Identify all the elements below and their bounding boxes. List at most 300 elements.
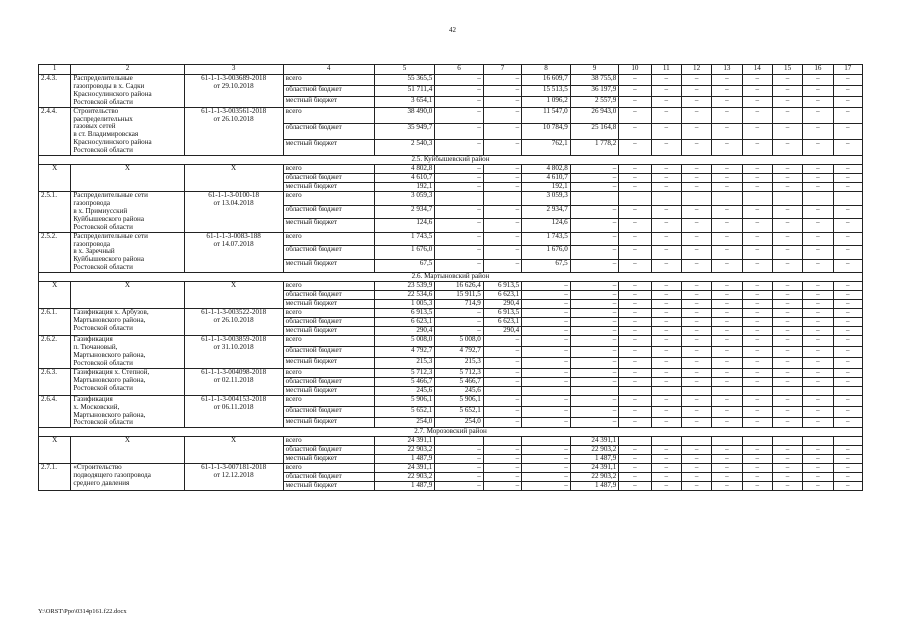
item-name-line: Строительство — [73, 107, 119, 115]
amount-cell: – — [619, 446, 651, 455]
amount-cell: – — [570, 417, 619, 428]
amount-cell: – — [651, 446, 681, 455]
financing-table — [38, 64, 863, 491]
amount-cell: – — [712, 446, 742, 455]
amount-cell: – — [435, 96, 484, 107]
amount-cell: – — [435, 174, 484, 183]
amount-cell: – — [742, 96, 772, 107]
amount-cell: – — [651, 417, 681, 428]
amount-cell: 55 365,5 — [374, 75, 435, 86]
amount-cell: – — [483, 464, 521, 473]
amount-cell: – — [742, 455, 772, 464]
item-name-cell — [71, 192, 184, 233]
amount-cell: – — [570, 327, 619, 336]
item-document-line: 61-1-1-3-003522-2018 — [201, 308, 267, 317]
amount-cell: – — [483, 377, 521, 386]
amount-cell: – — [619, 309, 651, 318]
amount-cell: – — [681, 232, 711, 246]
amount-cell: – — [435, 219, 484, 233]
total-marker: Х — [71, 282, 184, 309]
amount-cell: – — [681, 205, 711, 219]
amount-cell: – — [742, 327, 772, 336]
amount-cell: – — [772, 318, 802, 327]
column-number-row — [39, 65, 863, 75]
item-name-line: Мартыновского района, — [73, 316, 146, 325]
amount-cell: 124,6 — [522, 219, 571, 233]
amount-cell: 1 743,5 — [522, 232, 571, 246]
amount-cell: – — [772, 282, 802, 291]
item-number: 2.6.1. — [39, 309, 71, 336]
item-document-line: от 12.12.2018 — [213, 471, 254, 480]
amount-cell — [803, 437, 833, 446]
budget-source: местный бюджет — [283, 259, 374, 273]
amount-cell: 67,5 — [522, 259, 571, 273]
budget-source: местный бюджет — [283, 327, 374, 336]
amount-cell: – — [483, 246, 521, 260]
budget-source: местный бюджет — [283, 219, 374, 233]
budget-source: местный бюджет — [283, 300, 374, 309]
amount-cell: – — [483, 417, 521, 428]
amount-cell: – — [712, 318, 742, 327]
budget-source: всего — [283, 75, 374, 86]
budget-source: областной бюджет — [283, 347, 374, 358]
amount-cell: 1 487,9 — [570, 455, 619, 464]
amount-cell: – — [681, 473, 711, 482]
amount-cell: – — [772, 473, 802, 482]
amount-cell: – — [772, 482, 802, 491]
amount-cell: – — [435, 165, 484, 174]
item-document-line: 61-1-1-3-003859-2018 — [201, 335, 267, 344]
item-document-line: от 13.04.2018 — [213, 198, 254, 207]
amount-cell: – — [570, 300, 619, 309]
item-document-cell — [184, 232, 283, 273]
amount-cell: 10 784,9 — [522, 123, 571, 139]
amount-cell — [772, 386, 802, 395]
amount-cell: – — [651, 464, 681, 473]
amount-cell: – — [651, 347, 681, 358]
item-name-cell — [71, 75, 184, 108]
amount-cell — [742, 386, 772, 395]
amount-cell — [833, 437, 862, 446]
column-number: 6 — [435, 65, 484, 75]
amount-cell: – — [651, 174, 681, 183]
budget-source: местный бюджет — [283, 357, 374, 368]
budget-source: областной бюджет — [283, 377, 374, 386]
amount-cell: 6 913,5 — [483, 282, 521, 291]
amount-cell: – — [651, 205, 681, 219]
amount-cell: – — [435, 85, 484, 96]
amount-cell: – — [772, 174, 802, 183]
item-name-line: Мартыновского района, — [73, 410, 146, 419]
amount-cell: 5 712,3 — [374, 368, 435, 377]
amount-cell: – — [742, 219, 772, 233]
amount-cell: – — [619, 417, 651, 428]
amount-cell: – — [803, 123, 833, 139]
amount-cell: – — [619, 336, 651, 347]
amount-cell: – — [742, 464, 772, 473]
amount-cell: – — [681, 75, 711, 86]
amount-cell: – — [570, 246, 619, 260]
amount-cell: – — [619, 318, 651, 327]
amount-cell: – — [681, 219, 711, 233]
amount-cell: 4 802,8 — [374, 165, 435, 174]
item-document-line: 61-1-1-3-004098-2018 — [201, 368, 267, 376]
table-row — [39, 437, 863, 446]
amount-cell: 25 164,8 — [570, 123, 619, 139]
amount-cell: 16 609,7 — [522, 75, 571, 86]
item-name-line: Мартыновского района, — [73, 350, 146, 359]
amount-cell: – — [803, 327, 833, 336]
amount-cell: – — [619, 482, 651, 491]
amount-cell: – — [483, 85, 521, 96]
amount-cell: – — [435, 75, 484, 86]
table-row — [39, 165, 863, 174]
amount-cell: – — [772, 205, 802, 219]
amount-cell: 4 610,7 — [522, 174, 571, 183]
amount-cell: – — [803, 259, 833, 273]
amount-cell: 1 676,0 — [374, 246, 435, 260]
budget-source: областной бюджет — [283, 85, 374, 96]
column-number: 13 — [712, 65, 742, 75]
amount-cell — [651, 386, 681, 395]
amount-cell: 1 487,9 — [374, 455, 435, 464]
budget-source: областной бюджет — [283, 473, 374, 482]
amount-cell: – — [570, 174, 619, 183]
amount-cell: 15 513,5 — [522, 85, 571, 96]
amount-cell: – — [833, 473, 862, 482]
amount-cell: – — [712, 417, 742, 428]
amount-cell: – — [833, 455, 862, 464]
budget-source: областной бюджет — [283, 291, 374, 300]
item-document-line: 61-1-1-3-0100-18 — [208, 191, 260, 200]
item-document-line: 61-1-1-3-003689-2018 — [201, 74, 267, 82]
amount-cell: – — [619, 259, 651, 273]
amount-cell: – — [833, 107, 862, 123]
item-name-line: «Строительство — [73, 463, 122, 472]
amount-cell: – — [435, 107, 484, 123]
amount-cell: – — [522, 318, 571, 327]
amount-cell: – — [570, 347, 619, 358]
item-name-cell — [71, 336, 184, 369]
amount-cell: 24 391,1 — [570, 464, 619, 473]
amount-cell: 254,0 — [374, 417, 435, 428]
amount-cell: – — [483, 183, 521, 192]
item-name-cell — [71, 232, 184, 273]
amount-cell: – — [651, 455, 681, 464]
amount-cell: – — [681, 183, 711, 192]
item-document-line: от 14.07.2018 — [213, 239, 254, 248]
budget-source: областной бюджет — [283, 446, 374, 455]
amount-cell: – — [522, 347, 571, 358]
amount-cell: – — [619, 395, 651, 406]
amount-cell: – — [742, 165, 772, 174]
column-number: 7 — [483, 65, 521, 75]
column-number: 3 — [184, 65, 283, 75]
amount-cell: – — [712, 300, 742, 309]
amount-cell: 215,3 — [374, 357, 435, 368]
amount-cell: 290,4 — [374, 327, 435, 336]
amount-cell: – — [803, 406, 833, 417]
table-row — [39, 395, 863, 406]
amount-cell — [772, 437, 802, 446]
amount-cell — [772, 192, 802, 206]
amount-cell: – — [651, 309, 681, 318]
budget-source: всего — [283, 282, 374, 291]
amount-cell: – — [772, 165, 802, 174]
amount-cell: – — [619, 368, 651, 377]
amount-cell: – — [651, 259, 681, 273]
amount-cell: 5 466,7 — [374, 377, 435, 386]
column-number: 9 — [570, 65, 619, 75]
amount-cell: 15 911,5 — [435, 291, 484, 300]
amount-cell: 192,1 — [374, 183, 435, 192]
amount-cell: 35 949,7 — [374, 123, 435, 139]
item-name-line: Газификация х. Степной, — [73, 368, 150, 376]
amount-cell: – — [681, 347, 711, 358]
item-name-line: Распределительные сети — [73, 232, 148, 240]
amount-cell: – — [803, 377, 833, 386]
amount-cell: – — [712, 395, 742, 406]
amount-cell: 1 096,2 — [522, 96, 571, 107]
item-name-line: Ростовской области — [73, 222, 133, 231]
amount-cell: – — [570, 357, 619, 368]
amount-cell: – — [522, 336, 571, 347]
amount-cell: 5 712,3 — [435, 368, 484, 377]
amount-cell: – — [742, 300, 772, 309]
amount-cell: – — [681, 377, 711, 386]
amount-cell: – — [619, 219, 651, 233]
item-number: 2.4.3. — [39, 75, 71, 108]
item-name-line: Газификация — [73, 335, 113, 344]
amount-cell: – — [712, 139, 742, 155]
amount-cell: 1 676,0 — [522, 246, 571, 260]
amount-cell: – — [772, 259, 802, 273]
amount-cell: 6 623,1 — [483, 291, 521, 300]
amount-cell: 3 654,1 — [374, 96, 435, 107]
amount-cell: – — [742, 377, 772, 386]
amount-cell: – — [712, 327, 742, 336]
item-document-cell — [184, 107, 283, 155]
amount-cell: 4 792,7 — [374, 347, 435, 358]
amount-cell: – — [742, 446, 772, 455]
amount-cell: – — [772, 139, 802, 155]
amount-cell: – — [483, 139, 521, 155]
item-number: 2.6.3. — [39, 368, 71, 395]
amount-cell: – — [483, 174, 521, 183]
table-row — [39, 192, 863, 206]
amount-cell: – — [803, 300, 833, 309]
item-name-cell — [71, 107, 184, 155]
amount-cell: – — [522, 309, 571, 318]
amount-cell: 215,3 — [435, 357, 484, 368]
column-number: 12 — [681, 65, 711, 75]
amount-cell: – — [483, 357, 521, 368]
item-document-line: 61-1-1-3-003561-2018 — [201, 107, 267, 115]
amount-cell: – — [570, 336, 619, 347]
budget-source: областной бюджет — [283, 406, 374, 417]
table-row — [39, 282, 863, 291]
amount-cell: – — [619, 75, 651, 86]
budget-source: областной бюджет — [283, 123, 374, 139]
amount-cell: – — [772, 123, 802, 139]
amount-cell: – — [803, 183, 833, 192]
amount-cell — [435, 192, 484, 206]
amount-cell: – — [712, 309, 742, 318]
item-document-line: от 06.11.2018 — [213, 402, 254, 411]
amount-cell: – — [772, 327, 802, 336]
amount-cell: – — [619, 347, 651, 358]
amount-cell: 1 487,9 — [570, 482, 619, 491]
amount-cell: 245,6 — [374, 386, 435, 395]
total-marker: Х — [184, 165, 283, 192]
amount-cell: – — [833, 139, 862, 155]
amount-cell: – — [803, 446, 833, 455]
budget-source: всего — [283, 192, 374, 206]
amount-cell: – — [681, 123, 711, 139]
amount-cell: – — [570, 377, 619, 386]
amount-cell: 23 539,9 — [374, 282, 435, 291]
budget-source: всего — [283, 395, 374, 406]
amount-cell: – — [435, 464, 484, 473]
amount-cell: – — [803, 395, 833, 406]
amount-cell: – — [522, 455, 571, 464]
amount-cell: – — [435, 123, 484, 139]
total-marker: Х — [39, 282, 71, 309]
item-name-line: среднего давления — [73, 479, 130, 488]
amount-cell: 3 059,3 — [374, 192, 435, 206]
amount-cell: – — [651, 318, 681, 327]
amount-cell: – — [833, 406, 862, 417]
amount-cell — [619, 192, 651, 206]
amount-cell: – — [483, 219, 521, 233]
amount-cell — [619, 386, 651, 395]
amount-cell: – — [435, 482, 484, 491]
column-number: 5 — [374, 65, 435, 75]
budget-source: местный бюджет — [283, 417, 374, 428]
item-name-line: Куйбышевского района — [73, 255, 144, 264]
item-name-line: Ростовской области — [73, 146, 133, 155]
amount-cell: – — [681, 406, 711, 417]
amount-cell: – — [570, 183, 619, 192]
amount-cell: – — [712, 174, 742, 183]
amount-cell: 2 540,3 — [374, 139, 435, 155]
item-name-line: Ростовской области — [73, 263, 133, 272]
item-name-line: Красносулинского района — [73, 89, 152, 98]
amount-cell: – — [619, 85, 651, 96]
amount-cell: – — [619, 473, 651, 482]
amount-cell — [681, 192, 711, 206]
amount-cell: – — [619, 246, 651, 260]
amount-cell: – — [712, 246, 742, 260]
amount-cell: – — [435, 455, 484, 464]
amount-cell: 22 903,2 — [570, 446, 619, 455]
amount-cell: – — [803, 139, 833, 155]
amount-cell: – — [522, 417, 571, 428]
amount-cell: – — [803, 291, 833, 300]
column-number: 11 — [651, 65, 681, 75]
amount-cell: – — [833, 336, 862, 347]
amount-cell: – — [651, 482, 681, 491]
item-name-line: Газификация х. Арбузов, — [73, 308, 149, 317]
amount-cell: – — [681, 309, 711, 318]
item-number: 2.5.1. — [39, 192, 71, 233]
amount-cell: – — [712, 205, 742, 219]
amount-cell: – — [522, 377, 571, 386]
budget-source: всего — [283, 165, 374, 174]
amount-cell: – — [570, 395, 619, 406]
amount-cell: – — [435, 473, 484, 482]
amount-cell: – — [772, 336, 802, 347]
amount-cell: – — [712, 219, 742, 233]
amount-cell — [651, 192, 681, 206]
amount-cell: – — [833, 347, 862, 358]
amount-cell: – — [483, 96, 521, 107]
amount-cell: 26 943,0 — [570, 107, 619, 123]
amount-cell: – — [681, 165, 711, 174]
amount-cell: 11 547,0 — [522, 107, 571, 123]
amount-cell: – — [712, 336, 742, 347]
amount-cell: – — [772, 455, 802, 464]
amount-cell: – — [803, 282, 833, 291]
item-name-cell — [71, 368, 184, 395]
amount-cell — [483, 192, 521, 206]
amount-cell: – — [772, 357, 802, 368]
amount-cell: – — [483, 259, 521, 273]
amount-cell: – — [435, 139, 484, 155]
amount-cell: – — [803, 85, 833, 96]
amount-cell: – — [522, 368, 571, 377]
amount-cell: – — [483, 473, 521, 482]
amount-cell: – — [742, 107, 772, 123]
amount-cell: – — [833, 85, 862, 96]
amount-cell: – — [681, 357, 711, 368]
amount-cell: – — [712, 96, 742, 107]
amount-cell: 5 008,0 — [374, 336, 435, 347]
item-name-line: Распределительные — [73, 74, 133, 82]
column-number: 16 — [803, 65, 833, 75]
amount-cell — [435, 437, 484, 446]
amount-cell: – — [435, 327, 484, 336]
amount-cell: – — [712, 282, 742, 291]
amount-cell: – — [435, 318, 484, 327]
amount-cell: – — [619, 183, 651, 192]
item-name-line: Газификация — [73, 395, 113, 403]
amount-cell: – — [803, 309, 833, 318]
amount-cell: 1 743,5 — [374, 232, 435, 246]
amount-cell: 6 913,5 — [374, 309, 435, 318]
amount-cell — [570, 192, 619, 206]
amount-cell: – — [803, 165, 833, 174]
amount-cell: – — [742, 347, 772, 358]
amount-cell: 5 906,1 — [374, 395, 435, 406]
item-document-line: от 02.11.2018 — [213, 375, 254, 384]
amount-cell: – — [651, 336, 681, 347]
amount-cell: 16 626,4 — [435, 282, 484, 291]
amount-cell: – — [619, 406, 651, 417]
amount-cell: – — [742, 368, 772, 377]
item-document-line: от 26.10.2018 — [213, 114, 254, 123]
column-number: 15 — [772, 65, 802, 75]
amount-cell: – — [681, 327, 711, 336]
amount-cell: – — [651, 368, 681, 377]
amount-cell: – — [483, 165, 521, 174]
amount-cell: – — [803, 417, 833, 428]
amount-cell: – — [803, 205, 833, 219]
amount-cell: – — [619, 165, 651, 174]
amount-cell: – — [742, 85, 772, 96]
amount-cell: 2 934,7 — [522, 205, 571, 219]
amount-cell: – — [772, 219, 802, 233]
